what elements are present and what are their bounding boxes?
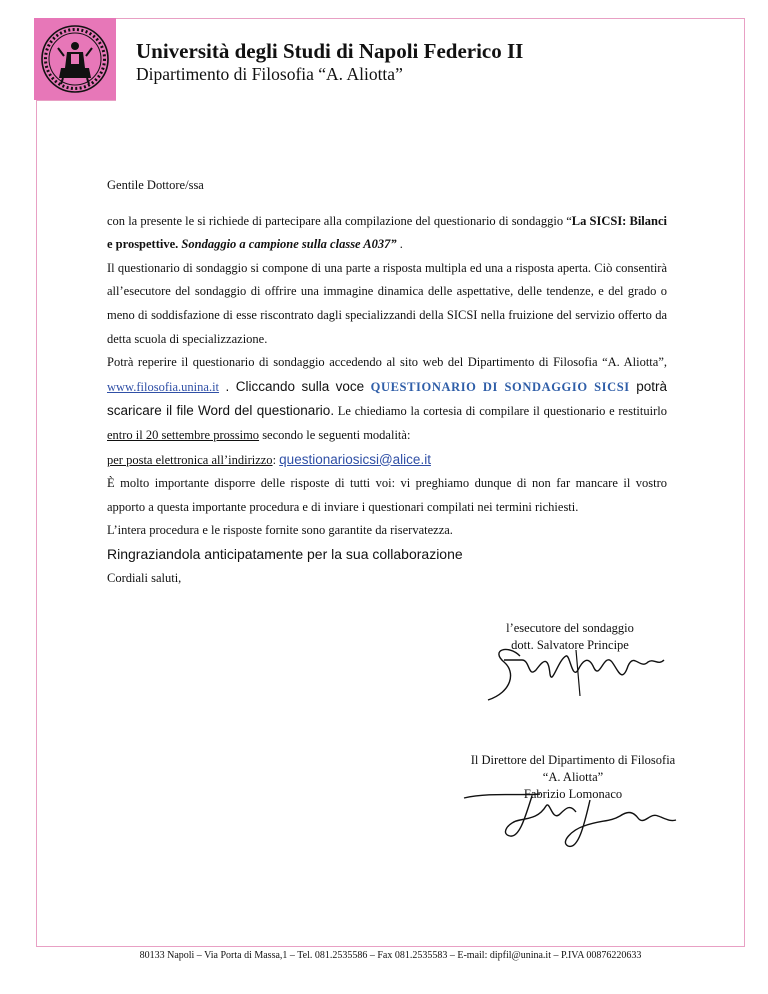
letter-body (107, 174, 667, 590)
paragraph-text: . Cliccando sulla voce (219, 378, 371, 394)
survey-subtitle: Sondaggio a campione sulla classe A037” (181, 237, 400, 252)
signer-role: Il Direttore del Dipartimento di Filosofia (470, 753, 676, 767)
handwritten-signature-principe (478, 640, 668, 706)
paragraph-text: secondo le seguenti modalità: (259, 427, 411, 442)
paragraph-request (107, 210, 667, 257)
paragraph-instructions (107, 351, 667, 447)
paragraph-privacy: L’intera procedura e le risposte fornite sono garantite da riservatezza. (107, 523, 453, 538)
paragraph-description: Il questionario di sondaggio si compone di una parte a risposta multipla ed una a risposta aperta. Ciò consentirà all’esecutore del sondaggio di offrire una immagine dinamica delle aspettative, delle tendenze, e del grado o meno di soddisfazione di esse riscontrato dagli specializzandi della SICSI nella fruizione del servizio offerto da detta scuola di specializzazione. (107, 260, 667, 346)
paragraph-text: . (399, 237, 403, 252)
email-link[interactable]: questionariosicsi@alice.it (279, 451, 431, 467)
website-link[interactable]: www.filosofia.unina.it (107, 379, 220, 394)
page-border-right (744, 18, 745, 946)
paragraph-text: con la presente le si richiede di partecipare alla compilazione del questionario di sondaggio “ (107, 213, 572, 228)
page-border-bottom (36, 946, 745, 947)
footer-contact-info: 80133 Napoli – Via Porta di Massa,1 – Tel. 081.2535586 – Fax 081.2535583 – E-mail: dipfil@unina.it – P.IVA 00876220633 (139, 950, 642, 961)
paragraph-text: : (272, 452, 280, 467)
paragraph-importance: È molto importante disporre delle risposte di tutti voi: vi preghiamo dunque di non far mancare il vostro apporto a questa importante procedura e di inviare i questionari compilati nei termini richiesti. (107, 476, 667, 514)
university-name: Università degli Studi di Napoli Federico II (136, 39, 524, 63)
page-border-left (36, 100, 37, 946)
survey-title: La SICSI: Bilanci e prospettive. (107, 213, 667, 252)
email-label: per posta elettronica all’indirizzo (107, 452, 273, 467)
signer-role: l’esecutore del sondaggio (506, 621, 634, 635)
paragraph-text: Le chiediamo la cortesia di compilare il questionario e restituirlo (334, 404, 667, 419)
handwritten-signature-lomonaco (460, 786, 680, 856)
closing-line: Cordiali saluti, (107, 570, 182, 585)
header-rule (36, 100, 116, 101)
signer-name: dott. Salvatore Principe (511, 638, 629, 652)
paragraph-email (107, 448, 667, 473)
signer-department: “A. Aliotta” (542, 770, 604, 784)
paragraph-text: Potrà reperire il questionario di sondaggio accedendo al sito web del Dipartimento di Filosofia “A. Aliotta”, (107, 355, 667, 370)
thanks-line: Ringraziandola anticipatamente per la sua collaborazione (107, 545, 463, 562)
university-seal-logo (34, 18, 116, 100)
page-border-top (116, 18, 744, 19)
paragraph-text: potrà scaricare il file Word del questionario. (107, 378, 667, 419)
survey-menu-item: QUESTIONARIO DI SONDAGGIO SICSI (370, 379, 630, 394)
deadline: entro il 20 settembre prossimo (107, 427, 260, 442)
department-name: Dipartimento di Filosofia “A. Aliotta” (136, 64, 403, 84)
greeting: Gentile Dottore/ssa (107, 178, 204, 192)
signer-name: Fabrizio Lomonaco (523, 787, 623, 801)
